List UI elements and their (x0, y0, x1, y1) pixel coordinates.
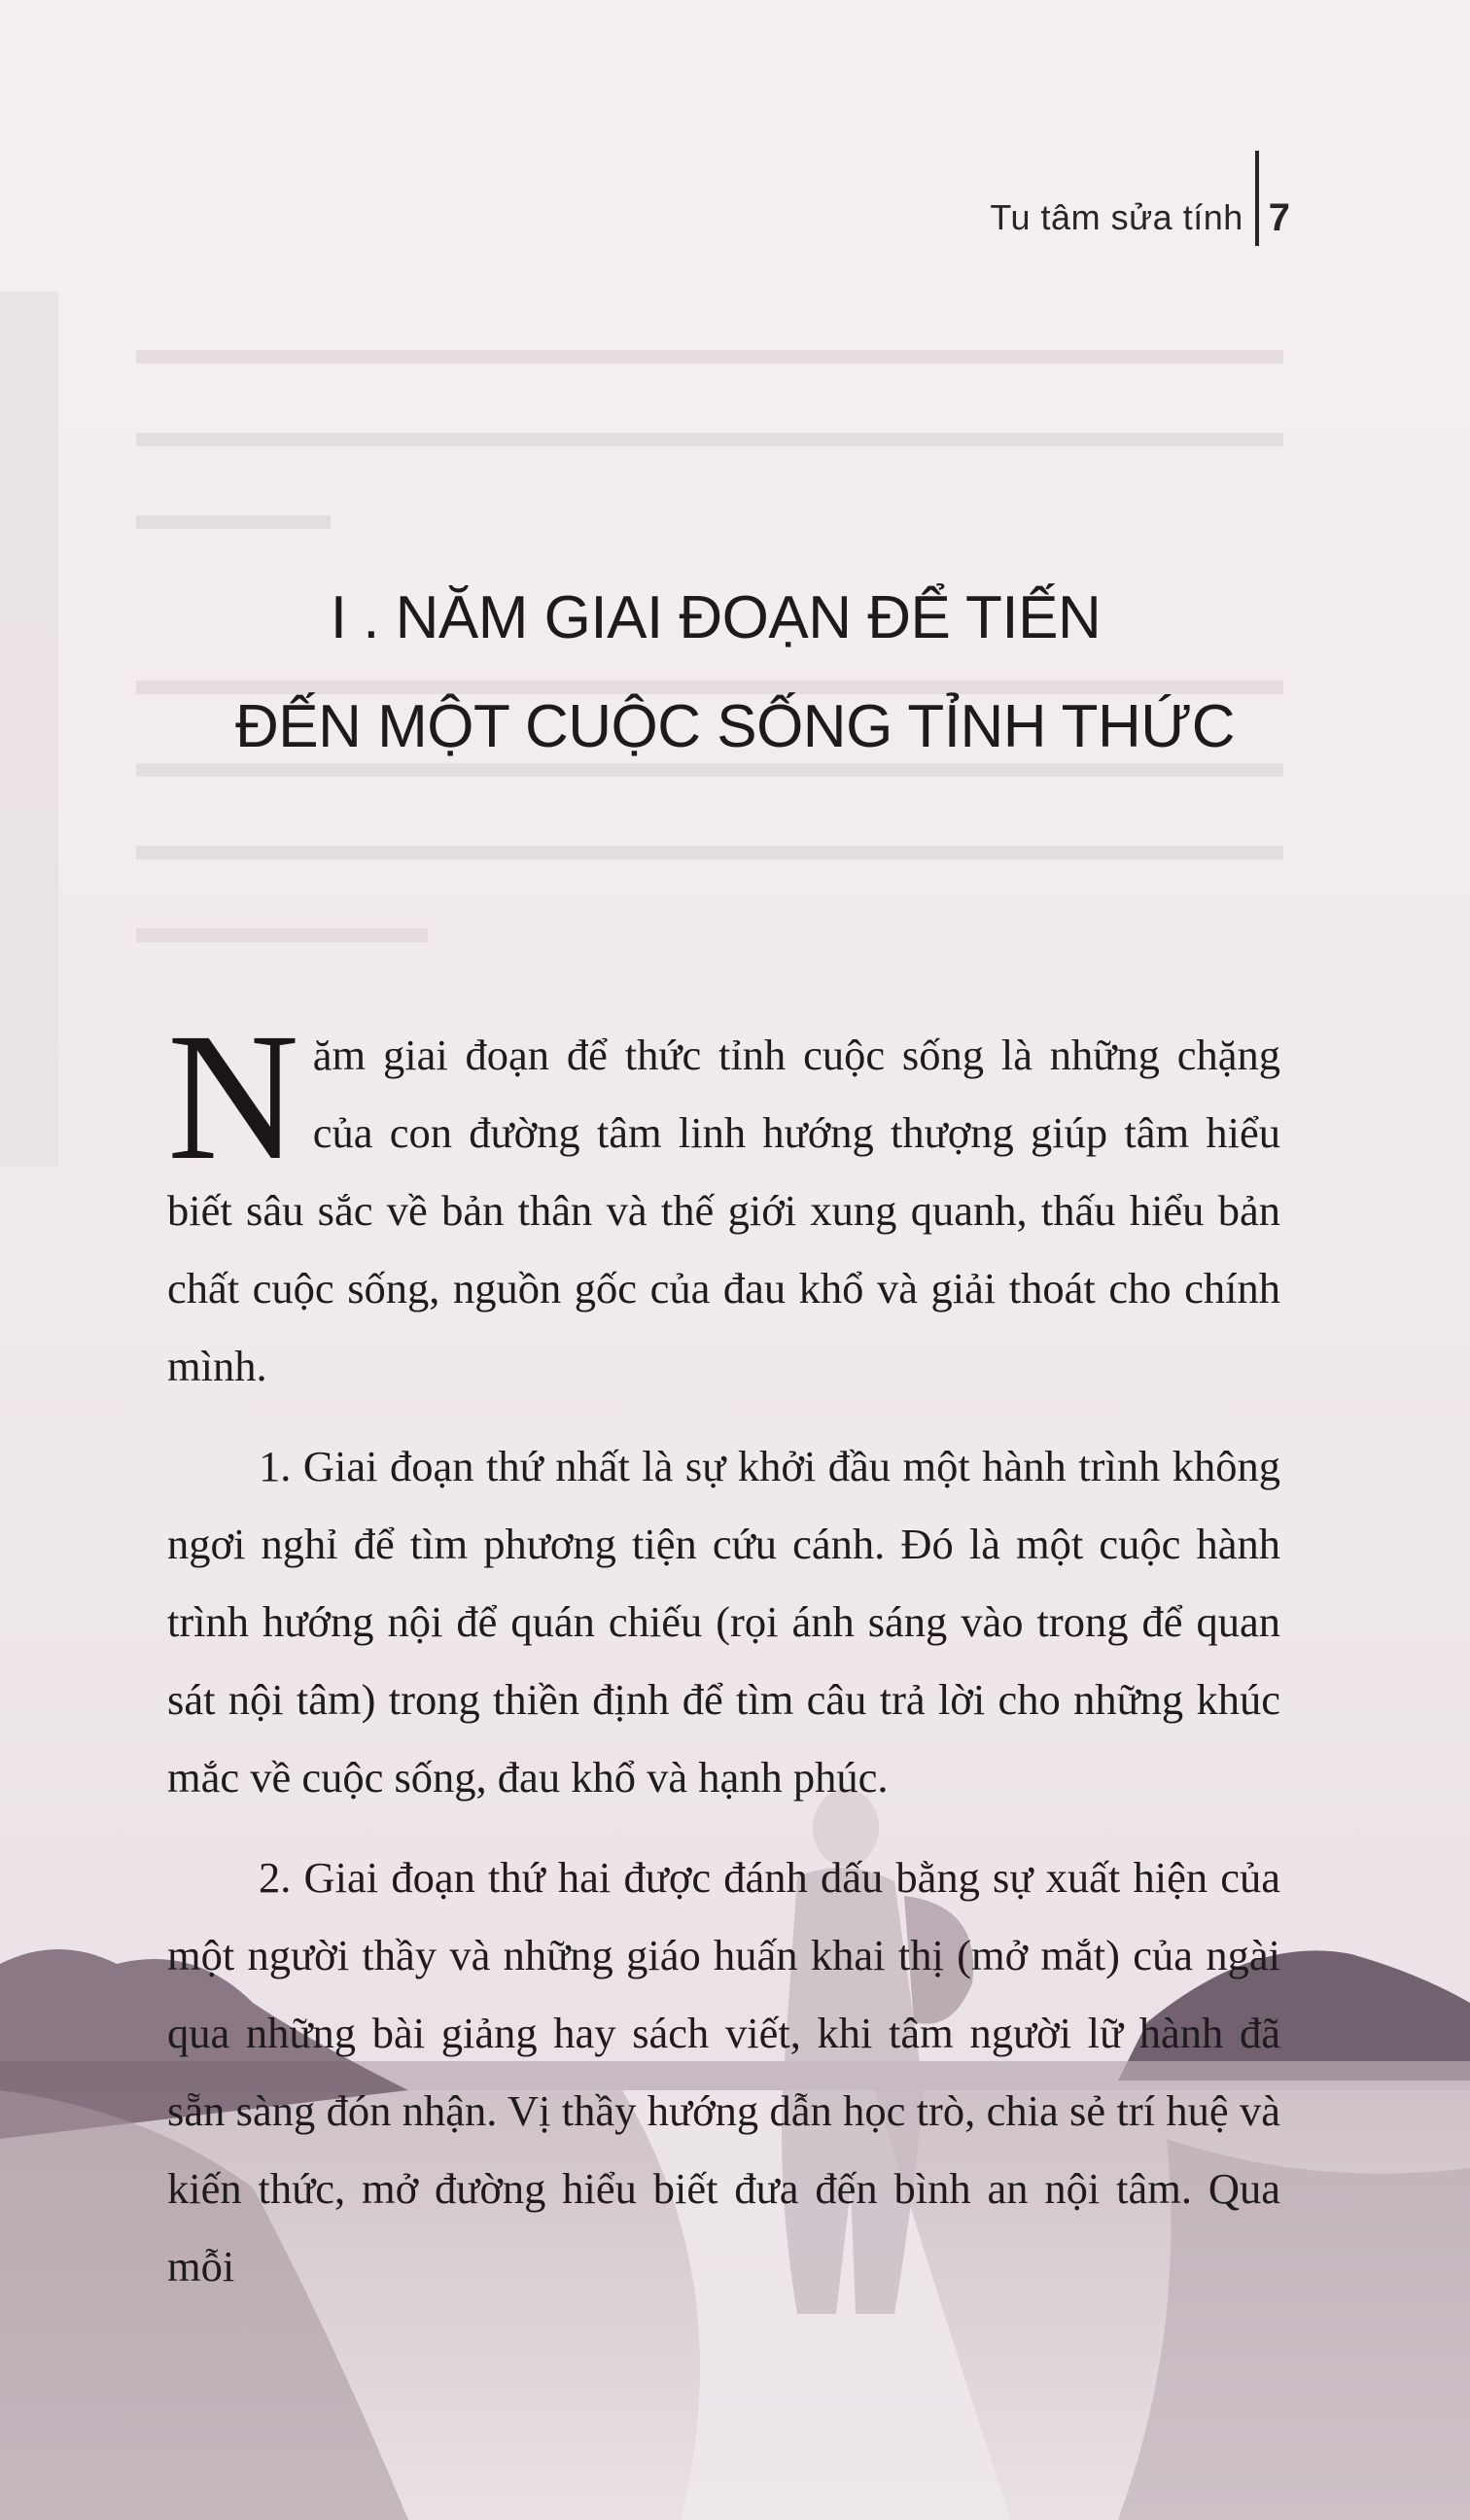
drop-cap: N (167, 995, 299, 1198)
header-divider (1255, 151, 1259, 246)
page-number: 7 (1268, 195, 1290, 239)
intro-paragraph-text: ăm giai đoạn để thức tỉnh cuộc sống là những chặng của con đường tâm linh hướng thượng giúp tâm hiểu biết sâu sắc về bản thân và thế giới xung quanh, thấu hiểu bản chất cuộc sống, nguồn gốc của đau khổ và giải thoát cho chính mình. (167, 1031, 1280, 1390)
running-header (990, 190, 1290, 246)
chapter-title-line-2: ĐẾN MỘT CUỘC SỐNG TỈNH THỨC (234, 693, 1236, 760)
chapter-title-line-1: I . NĂM GIAI ĐOẠN ĐỂ TIẾN (330, 584, 1102, 651)
stage-2-paragraph: 2. Giai đoạn thứ hai được đánh dấu bằng sự xuất hiện của một người thầy và những giáo huấn khai thị (mở mắt) của ngài qua những bài giảng hay sách viết, khi tâm người lữ hành đã sẵn sàng đón nhận. Vị thầy hướng dẫn học trò, chia sẻ trí huệ và kiến thức, mở đường hiểu biết đưa đến bình an nội tâm. Qua mỗi (167, 1853, 1280, 2291)
running-header-title: Tu tâm sửa tính (990, 197, 1243, 237)
intro-paragraph (167, 995, 1280, 1405)
stage-1-paragraph: 1. Giai đoạn thứ nhất là sự khởi đầu một hành trình không ngơi nghỉ để tìm phương tiện cứu cánh. Đó là một cuộc hành trình hướng nội để quán chiếu (rọi ánh sáng vào trong để quan sát nội tâm) trong thiền định để tìm câu trả lời cho những khúc mắc về cuộc sống, đau khổ và hạnh phúc. (167, 1442, 1280, 1802)
body-text (167, 995, 1280, 2328)
chapter-title (0, 564, 1470, 782)
